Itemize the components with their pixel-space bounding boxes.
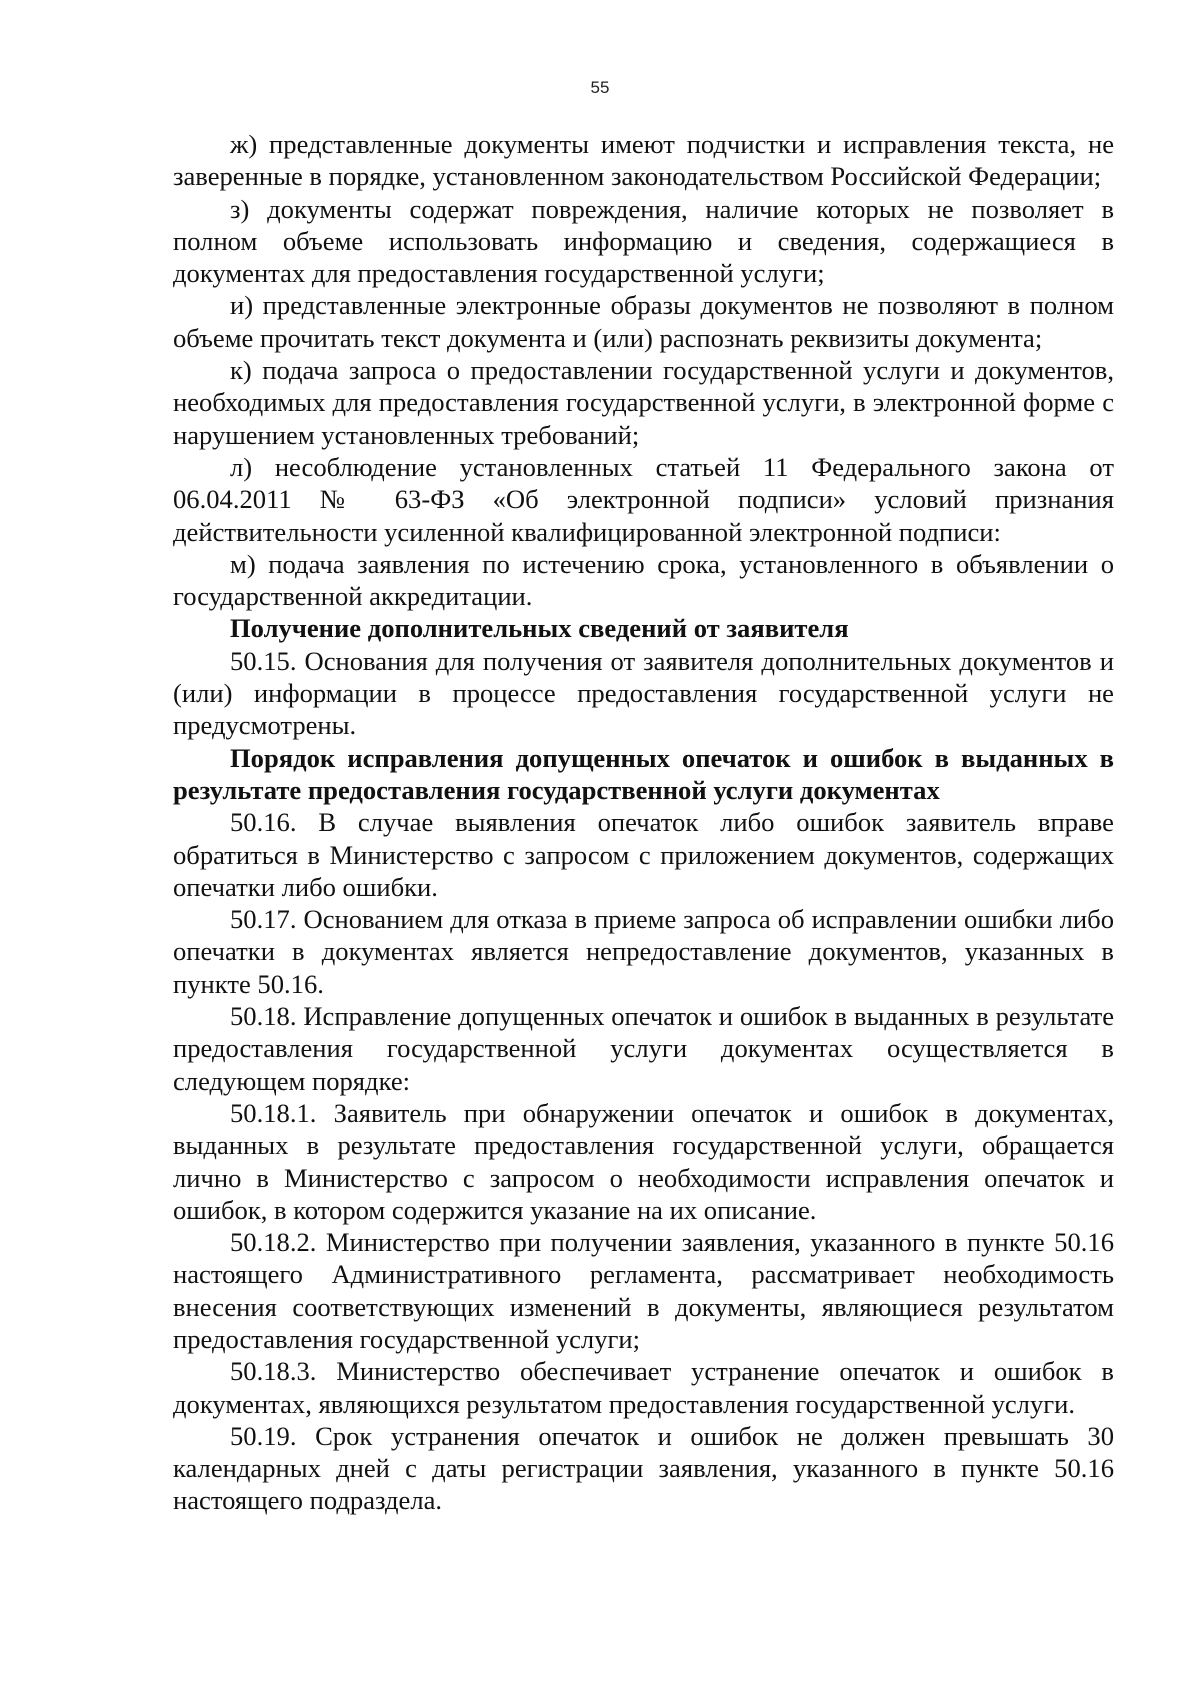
paragraph-50-18-2: 50.18.2. Министерство при получении заявления, указанного в пункте 50.16 настоящего Административного регламента, рассматривает необходимость внесения соответствующих изменений в документы, являющиеся результатом предоставления государственной услуги;	[173, 1227, 1114, 1354]
paragraph-i: и) представленные электронные образы документов не позволяют в полном объеме прочитать текст документа и (или) распознать реквизиты документа;	[173, 290, 1114, 353]
paragraph-50-18-3: 50.18.3. Министерство обеспечивает устранение опечаток и ошибок в документах, являющихся результатом предоставления государственной услуги.	[173, 1356, 1114, 1419]
paragraph-50-15: 50.15. Основания для получения от заявителя дополнительных документов и (или) информации в процессе предоставления государственной услуги не предусмотрены.	[173, 645, 1114, 741]
paragraph-50-17: 50.17. Основанием для отказа в приеме запроса об исправлении ошибки либо опечатки в документах является непредоставление документов, указанных в пункте 50.16.	[173, 904, 1114, 999]
page-number: 55	[590, 78, 610, 97]
paragraph-k: к) подача запроса о предоставлении государственной услуги и документов, необходимых для предоставления государственной услуги, в электронной форме с нарушением установленных требований;	[173, 355, 1114, 450]
section-heading-additional-info: Получение дополнительных сведений от заявителя	[230, 613, 849, 644]
paragraph-l: л) несоблюдение установленных статьей 11 Федерального закона от 06.04.2011 № 63-ФЗ «Об электронной подписи» условий признания действительности усиленной квалифицированной электронной подписи:	[173, 451, 1114, 547]
paragraph-z: з) документы содержат повреждения, наличие которых не позволяет в полном объеме использовать информацию и сведения, содержащиеся в документах для предоставления государственной услуги;	[173, 193, 1114, 289]
paragraph-zh: ж) представленные документы имеют подчистки и исправления текста, не заверенные в порядке, установленном законодательством Российской Федерации;	[173, 129, 1114, 192]
paragraph-50-19: 50.19. Срок устранения опечаток и ошибок не должен превышать 30 календарных дней с даты регистрации заявления, указанного в пункте 50.16 настоящего подраздела.	[173, 1420, 1114, 1516]
paragraph-50-18-1: 50.18.1. Заявитель при обнаружении опечаток и ошибок в документах, выданных в результате предоставления государственной услуги, обращается лично в Министерство с запросом о необходимости исправления опечаток и ошибок, в котором содержится указание на их описание.	[173, 1097, 1114, 1225]
page-body	[173, 128, 1114, 1517]
paragraph-50-18: 50.18. Исправление допущенных опечаток и ошибок в выданных в результате предоставления государственной услуги документах осуществляется в следующем порядке:	[173, 1001, 1114, 1096]
section-heading-corrections: Порядок исправления допущенных опечаток и ошибок в выданных в результате предоставления государственной услуги документах	[173, 742, 1114, 805]
paragraph-50-16: 50.16. В случае выявления опечаток либо ошибок заявитель вправе обратиться в Министерство с запросом с приложением документов, содержащих опечатки либо ошибки.	[173, 807, 1114, 902]
paragraph-m: м) подача заявления по истечению срока, установленного в объявлении о государственной аккредитации.	[173, 548, 1114, 612]
